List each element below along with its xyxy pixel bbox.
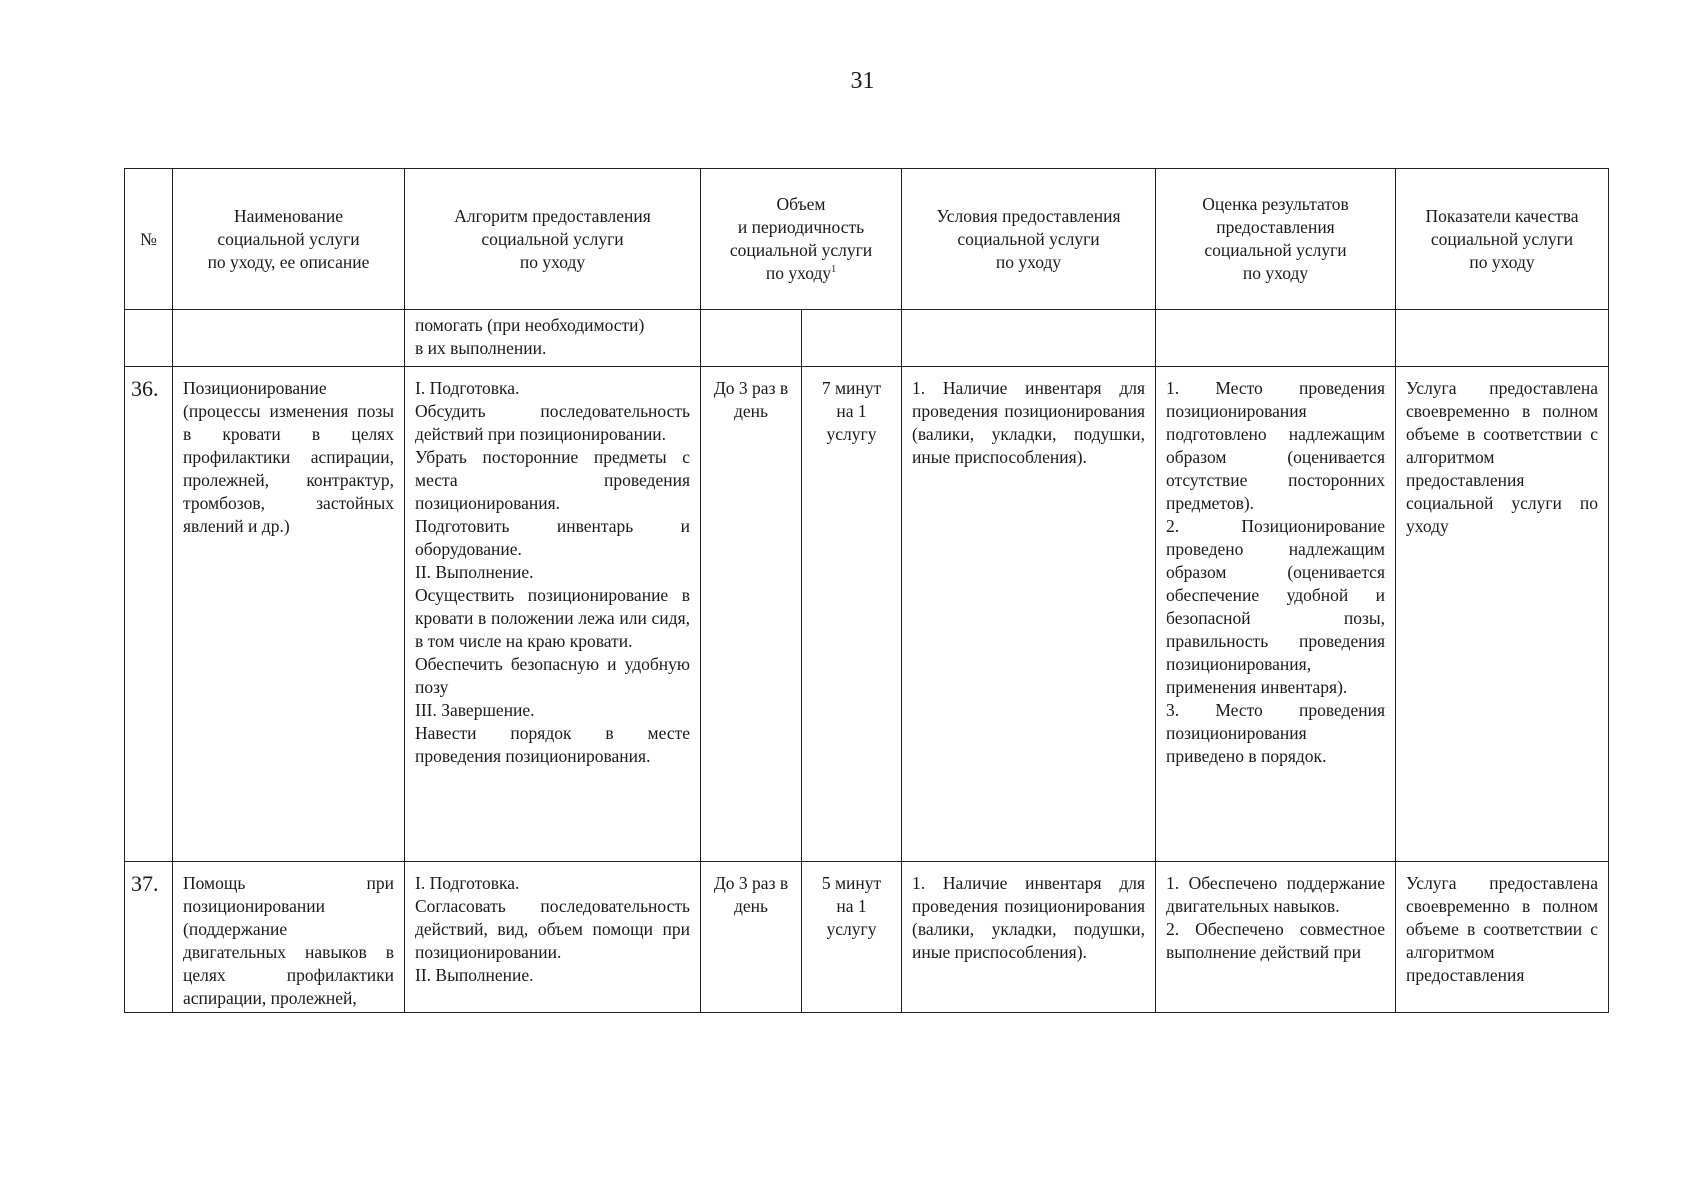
service-quality: Услуга предоставлена своевременно в полном объеме в соответствии с алгоритмом предоставления социальной услуги по уходу bbox=[1396, 367, 1609, 862]
table-row bbox=[125, 367, 1609, 862]
header-volume bbox=[701, 169, 902, 310]
service-name: Позиционирование (процессы изменения позы в кровати в целях профилактики аспирации, пролежней, контрактур, тромбозов, застойных явлений и др.) bbox=[173, 367, 405, 862]
header-num: № bbox=[125, 169, 173, 310]
service-quality: Услуга предоставлена своевременно в полном объеме в соответствии с алгоритмом предоставления bbox=[1396, 862, 1609, 1013]
header-conditions: Условия предоставления социальной услуги по уходу bbox=[902, 169, 1156, 310]
service-frequency: До 3 раз в день bbox=[701, 862, 802, 1013]
header-quality: Показатели качества социальной услуги по уходу bbox=[1396, 169, 1609, 310]
row-number: 36. bbox=[125, 367, 173, 862]
header-evaluation: Оценка результатов предоставления социальной услуги по уходу bbox=[1156, 169, 1396, 310]
services-table bbox=[124, 168, 1609, 1013]
service-evaluation: 1. Место проведения позиционирования подготовлено надлежащим образом (оценивается отсутствие посторонних предметов). 2. Позиционирование проведено надлежащим образом (оценивается обеспечение удобной и безопасной позы, правильность проведения позиционирования, применения инвентаря). 3. Место проведения позиционирования приведено в порядок. bbox=[1156, 367, 1396, 862]
table-header-row bbox=[125, 169, 1609, 310]
service-algorithm: I. Подготовка. Согласовать последовательность действий, вид, объем помощи при позиционировании. II. Выполнение. bbox=[405, 862, 701, 1013]
page-number: 31 bbox=[850, 68, 875, 94]
header-algorithm: Алгоритм предоставления социальной услуги по уходу bbox=[405, 169, 701, 310]
header-volume-text: Объем и периодичность социальной услуги по уходу bbox=[729, 194, 873, 283]
header-service-name: Наименование социальной услуги по уходу, ее описание bbox=[173, 169, 405, 310]
service-algorithm: I. Подготовка. Обсудить последовательность действий при позиционировании. Убрать посторонние предметы с места проведения позиционирования. Подготовить инвентарь и оборудование. II. Выполнение. Осуществить позиционирование в кровати в положении лежа или сидя, в том числе на краю кровати. Обеспечить безопасную и удобную позу III. Завершение. Навести порядок в месте проведения позиционирования. bbox=[405, 367, 701, 862]
service-frequency: До 3 раз в день bbox=[701, 367, 802, 862]
continuation-algorithm: помогать (при необходимости) в их выполнении. bbox=[405, 310, 701, 367]
service-evaluation: 1. Обеспечено поддержание двигательных навыков. 2. Обеспечено совместное выполнение действий при bbox=[1156, 862, 1396, 1013]
table-row bbox=[125, 862, 1609, 1013]
row-number: 37. bbox=[125, 862, 173, 1013]
service-duration: 7 минут на 1 услугу bbox=[802, 367, 902, 862]
service-conditions: 1. Наличие инвентаря для проведения позиционирования (валики, укладки, подушки, иные приспособления). bbox=[902, 367, 1156, 862]
service-duration: 5 минут на 1 услугу bbox=[802, 862, 902, 1013]
service-conditions: 1. Наличие инвентаря для проведения позиционирования (валики, укладки, подушки, иные приспособления). bbox=[902, 862, 1156, 1013]
service-name: Помощь при позиционировании (поддержание двигательных навыков в целях профилактики аспирации, пролежней, bbox=[173, 862, 405, 1013]
continuation-row bbox=[125, 310, 1609, 367]
footnote-marker: 1 bbox=[831, 264, 837, 276]
